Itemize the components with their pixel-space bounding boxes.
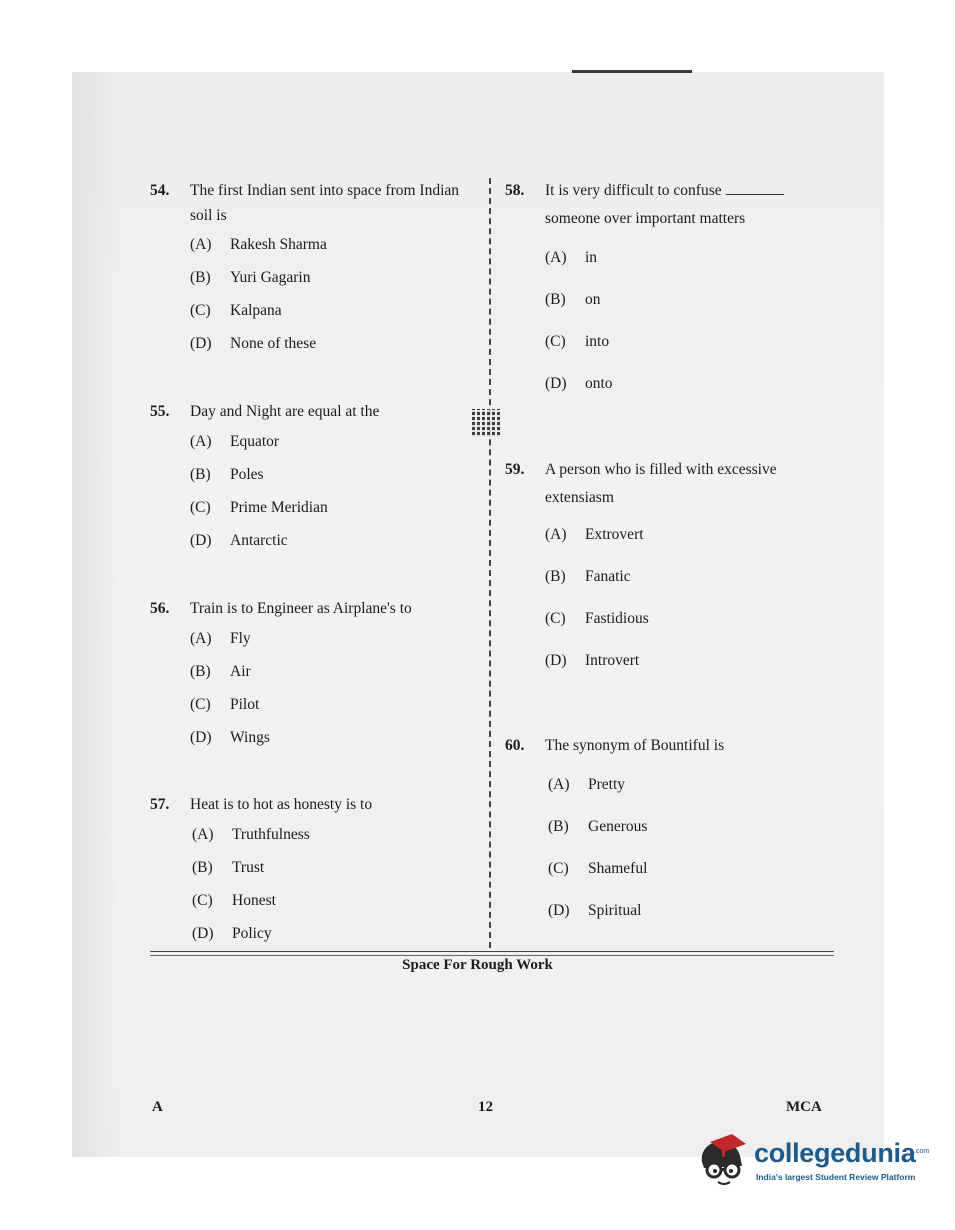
option-c: (C) Shameful (548, 860, 648, 877)
question-text: The first Indian sent into space from Indian soil is (190, 182, 460, 224)
option-b: (B) Generous (548, 818, 648, 835)
question-number: 60. (505, 737, 525, 754)
option-b: (B) on (545, 291, 601, 308)
subject-code: MCA (786, 1099, 822, 1115)
option-a: (A) Rakesh Sharma (190, 236, 327, 253)
brand-name: collegedunia (754, 1138, 916, 1168)
question-number: 54. (150, 182, 170, 199)
option-a: (A) Pretty (548, 776, 626, 793)
collegedunia-watermark (698, 1126, 938, 1192)
footer-rule (150, 951, 834, 952)
option-d: (D) Antarctic (190, 532, 288, 549)
qr-code-icon (472, 409, 502, 437)
question-number: 59. (505, 461, 525, 478)
option-d: (D) Wings (190, 729, 270, 746)
option-a: (A) in (545, 249, 598, 266)
option-b: (B) Air (190, 663, 251, 680)
option-d: (D) Spiritual (548, 902, 642, 919)
question-text: Heat is to hot as honesty is to (190, 796, 373, 813)
question-text: Day and Night are equal at the (190, 403, 380, 420)
option-a: (A) Extrovert (545, 526, 644, 543)
rough-work-label: Space For Rough Work (402, 957, 553, 973)
option-a: (A) Fly (190, 630, 251, 647)
question-number: 56. (150, 600, 170, 617)
option-b: (B) Yuri Gagarin (190, 269, 311, 286)
option-d: (D) Policy (192, 925, 272, 942)
option-d: (D) Introvert (545, 652, 640, 669)
question-text: A person who is filled with excessive extensiasm (545, 461, 777, 506)
question-number: 55. (150, 403, 170, 420)
footer-rule (150, 955, 834, 956)
option-a: (A) Truthfulness (192, 826, 310, 843)
question-text: It is very difficult to confuse someone over important matters (545, 178, 835, 231)
option-b: (B) Poles (190, 466, 264, 483)
question-text: The synonym of Bountiful is (545, 737, 725, 754)
option-c: (C) Kalpana (190, 302, 282, 319)
answer-blank (726, 180, 784, 195)
brand-tagline: India's largest Student Review Platform (756, 1172, 916, 1182)
collegedunia-logo-icon (698, 1132, 750, 1188)
option-b: (B) Fanatic (545, 568, 631, 585)
option-c: (C) Fastidious (545, 610, 649, 627)
question-number: 58. (505, 182, 525, 199)
option-b: (B) Trust (192, 859, 265, 876)
option-d: (D) None of these (190, 335, 317, 352)
column-divider (489, 178, 491, 948)
option-c: (C) Prime Meridian (190, 499, 328, 516)
option-a: (A) Equator (190, 433, 280, 450)
top-rule (572, 70, 692, 73)
brand-domain: .com (914, 1148, 930, 1155)
option-c: (C) Honest (192, 892, 276, 909)
option-c: (C) into (545, 333, 610, 350)
question-text: Train is to Engineer as Airplane's to (190, 600, 412, 617)
option-d: (D) onto (545, 375, 613, 392)
option-c: (C) Pilot (190, 696, 260, 713)
page-number: 12 (478, 1099, 493, 1115)
series-code: A (152, 1099, 163, 1115)
page-binding-shadow (72, 72, 120, 1157)
question-number: 57. (150, 796, 170, 813)
